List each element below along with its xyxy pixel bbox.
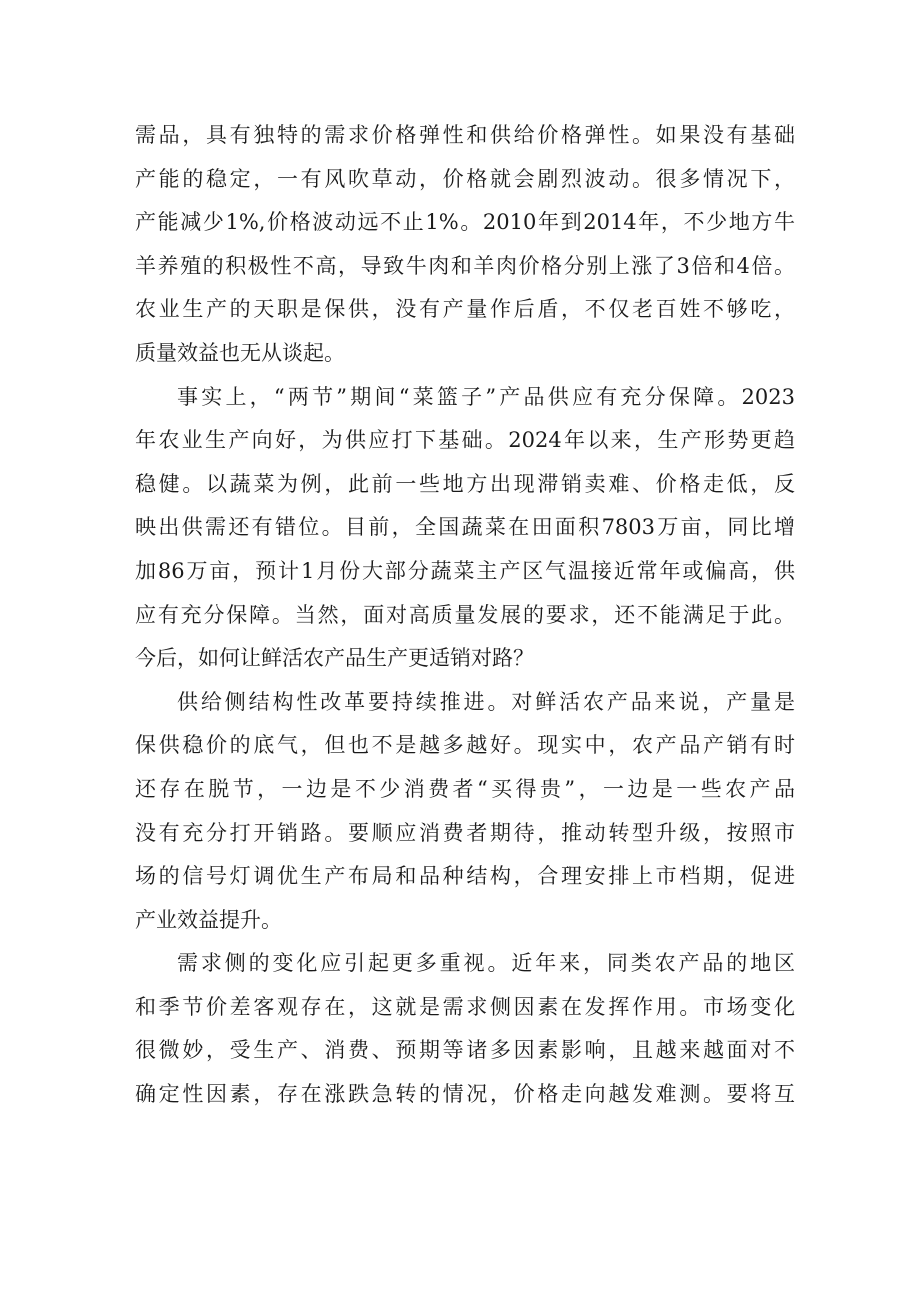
- paragraph: [135, 942, 795, 1116]
- text-line: 供给侧结构性改革要持续推进。对鲜活农产品来说，产量是: [177, 689, 795, 714]
- text-line: 质量效益也无从谈起。: [135, 340, 345, 365]
- text-line: 加86万亩，预计1月份大部分蔬菜主产区气温接近常年或偏高，供: [135, 558, 795, 583]
- text-line: 很微妙，受生产、消费、预期等诸多因素影响，且越来越面对不: [135, 1038, 795, 1063]
- text-line: 农业生产的天职是保供，没有产量作后盾，不仅老百姓不够吃，: [135, 297, 795, 322]
- text-line: 场的信号灯调优生产布局和品种结构，合理安排上市档期，促进: [135, 864, 795, 889]
- text-line: 产业效益提升。: [135, 907, 282, 932]
- text-line: 需品，具有独特的需求价格弹性和供给价格弹性。如果没有基础: [135, 123, 795, 147]
- text-line: 没有充分打开销路。要顺应消费者期待，推动转型升级，按照市: [135, 820, 795, 845]
- document-body: [135, 114, 795, 1117]
- text-line: 稳健。以蔬菜为例，此前一些地方出现滞销卖难、价格走低，反: [135, 471, 795, 496]
- paragraph: [135, 376, 795, 681]
- text-line: 产能减少1%,价格波动远不止1%。2010年到2014年，不少地方牛: [135, 210, 795, 235]
- paragraph: [135, 681, 795, 943]
- text-line: 还存在脱节，一边是不少消费者“买得贵”，一边是一些农产品: [135, 776, 795, 801]
- text-line: 保供稳价的底气，但也不是越多越好。现实中，农产品产销有时: [135, 733, 795, 758]
- text-line: 需求侧的变化应引起更多重视。近年来，同类农产品的地区: [177, 951, 795, 976]
- text-line: 映出供需还有错位。目前，全国蔬菜在田面积7803万亩，同比增: [135, 515, 795, 540]
- text-line: 确定性因素，存在涨跌急转的情况，价格走向越发难测。要将互: [135, 1082, 795, 1107]
- paragraph: [135, 114, 795, 376]
- text-line: 产能的稳定，一有风吹草动，价格就会剧烈波动。很多情况下，: [135, 166, 795, 191]
- text-line: 今后，如何让鲜活农产品生产更适销对路？: [135, 646, 534, 671]
- text-line: 事实上，“两节”期间“菜篮子”产品供应有充分保障。2023: [177, 384, 795, 409]
- text-line: 年农业生产向好，为供应打下基础。2024年以来，生产形势更趋: [135, 428, 795, 453]
- text-line: 羊养殖的积极性不高，导致牛肉和羊肉价格分别上涨了3倍和4倍。: [135, 253, 795, 278]
- text-line: 应有充分保障。当然，面对高质量发展的要求，还不能满足于此。: [135, 602, 795, 627]
- text-line: 和季节价差客观存在，这就是需求侧因素在发挥作用。市场变化: [135, 994, 795, 1019]
